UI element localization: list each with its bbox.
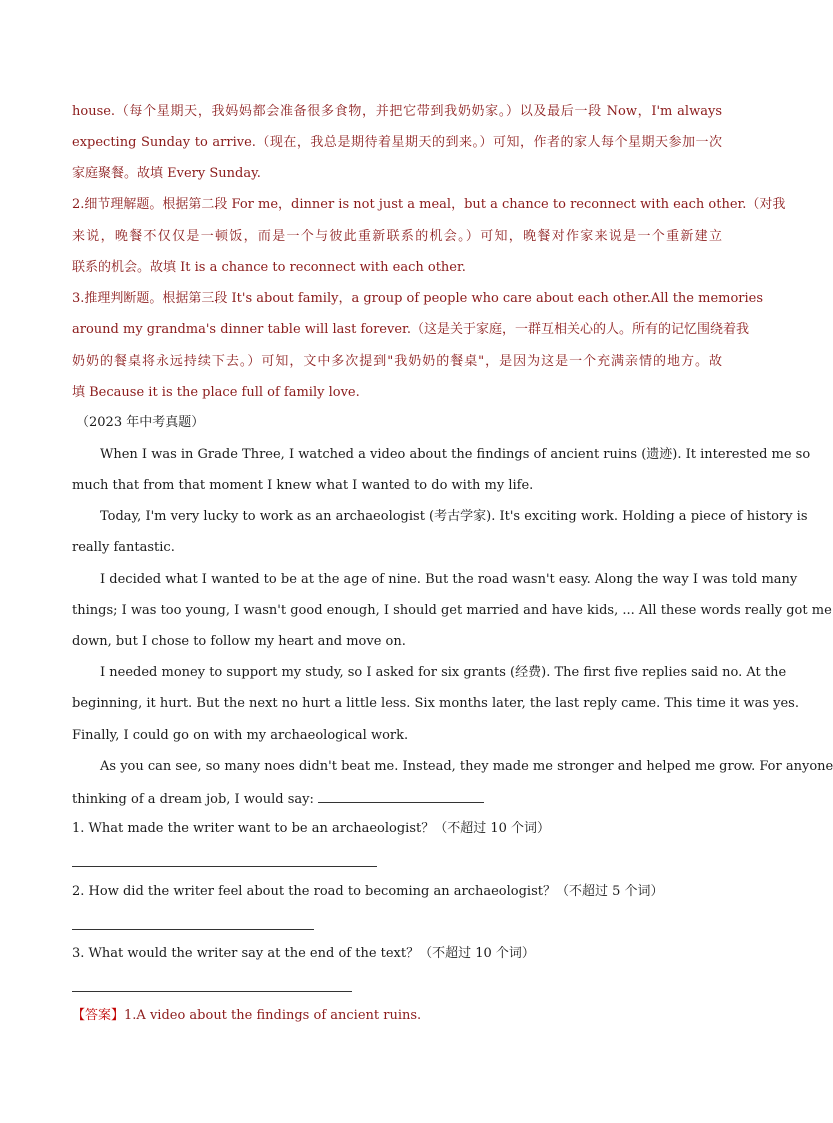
passage-p5-line-1: As you can see, so many noes didn't beat me. Instead, they made me stronger and helped me grow. For anyone — [100, 759, 833, 774]
passage-p5-line-2-text: thinking of a dream job, I would say: — [72, 792, 314, 807]
answer-text: 1.A video about the findings of ancient ruins. — [124, 1008, 422, 1023]
answer-line-2[interactable] — [72, 929, 314, 930]
analysis-line-3: 家庭聚餐。故填 Every Sunday. — [72, 166, 261, 181]
passage-p1-line-1: When I was in Grade Three, I watched a video about the findings of ancient ruins (遗迹). It interested me so — [100, 447, 811, 462]
analysis-line-4: 2.细节理解题。根据第二段 For me，dinner is not just a meal，but a chance to reconnect with each other.（对我 — [72, 197, 786, 212]
analysis-line-10: 填 Because it is the place full of family love. — [72, 385, 360, 400]
passage-p3-line-1: I decided what I wanted to be at the age of nine. But the road wasn't easy. Along the way I was told many — [100, 572, 798, 587]
answer-line-3[interactable] — [72, 991, 352, 992]
answer-blank-inline[interactable] — [318, 788, 484, 803]
source-label: （2023 年中考真题） — [76, 415, 205, 430]
passage-p3-line-2: things; I was too young, I wasn't good enough, I should get married and have kids, ... All these words really got me — [72, 603, 832, 618]
analysis-line-6: 联系的机会。故填 It is a chance to reconnect with each other. — [72, 260, 466, 275]
question-1: 1. What made the writer want to be an archaeologist？（不超过 10 个词） — [72, 821, 551, 836]
analysis-line-5: 来说，晚餐不仅仅是一顿饭，而是一个与彼此重新联系的机会。）可知，晚餐对作家来说是一个重新建立 — [72, 229, 722, 244]
analysis-line-1: house.（每个星期天，我妈妈都会准备很多食物，并把它带到我奶奶家。）以及最后一段 Now，I'm always — [72, 104, 722, 119]
passage-p4-line-3: Finally, I could go on with my archaeological work. — [72, 728, 409, 743]
analysis-line-8: around my grandma's dinner table will last forever.（这是关于家庭，一群互相关心的人。所有的记忆围绕着我 — [72, 322, 749, 337]
passage-p2-line-2: really fantastic. — [72, 540, 175, 555]
passage-p5-line-2 — [72, 788, 722, 808]
answer-line-1[interactable] — [72, 866, 377, 867]
passage-p4-line-2: beginning, it hurt. But the next no hurt a little less. Six months later, the last reply came. This time it was yes. — [72, 696, 799, 711]
question-3: 3. What would the writer say at the end of the text？（不超过 10 个词） — [72, 946, 535, 961]
answer-line — [72, 1006, 722, 1026]
analysis-line-2: expecting Sunday to arrive.（现在，我总是期待着星期天的到来。）可知，作者的家人每个星期天参加一次 — [72, 135, 722, 150]
question-2: 2. How did the writer feel about the road to becoming an archaeologist？（不超过 5 个词） — [72, 884, 664, 899]
passage-p3-line-3: down, but I chose to follow my heart and move on. — [72, 634, 406, 649]
passage-p2-line-1: Today, I'm very lucky to work as an archaeologist (考古学家). It's exciting work. Holding a piece of history is — [100, 509, 808, 524]
analysis-line-9: 奶奶的餐桌将永远持续下去。）可知，文中多次提到"我奶奶的餐桌"，是因为这是一个充满亲情的地方。故 — [72, 354, 722, 369]
analysis-line-7: 3.推理判断题。根据第三段 It's about family，a group of people who care about each other.All the memories — [72, 291, 764, 306]
passage-p1-line-2: much that from that moment I knew what I wanted to do with my life. — [72, 478, 534, 493]
passage-p4-line-1: I needed money to support my study, so I asked for six grants (经费). The first five replies said no. At the — [100, 665, 787, 680]
answer-tag: 【答案】 — [72, 1008, 125, 1023]
